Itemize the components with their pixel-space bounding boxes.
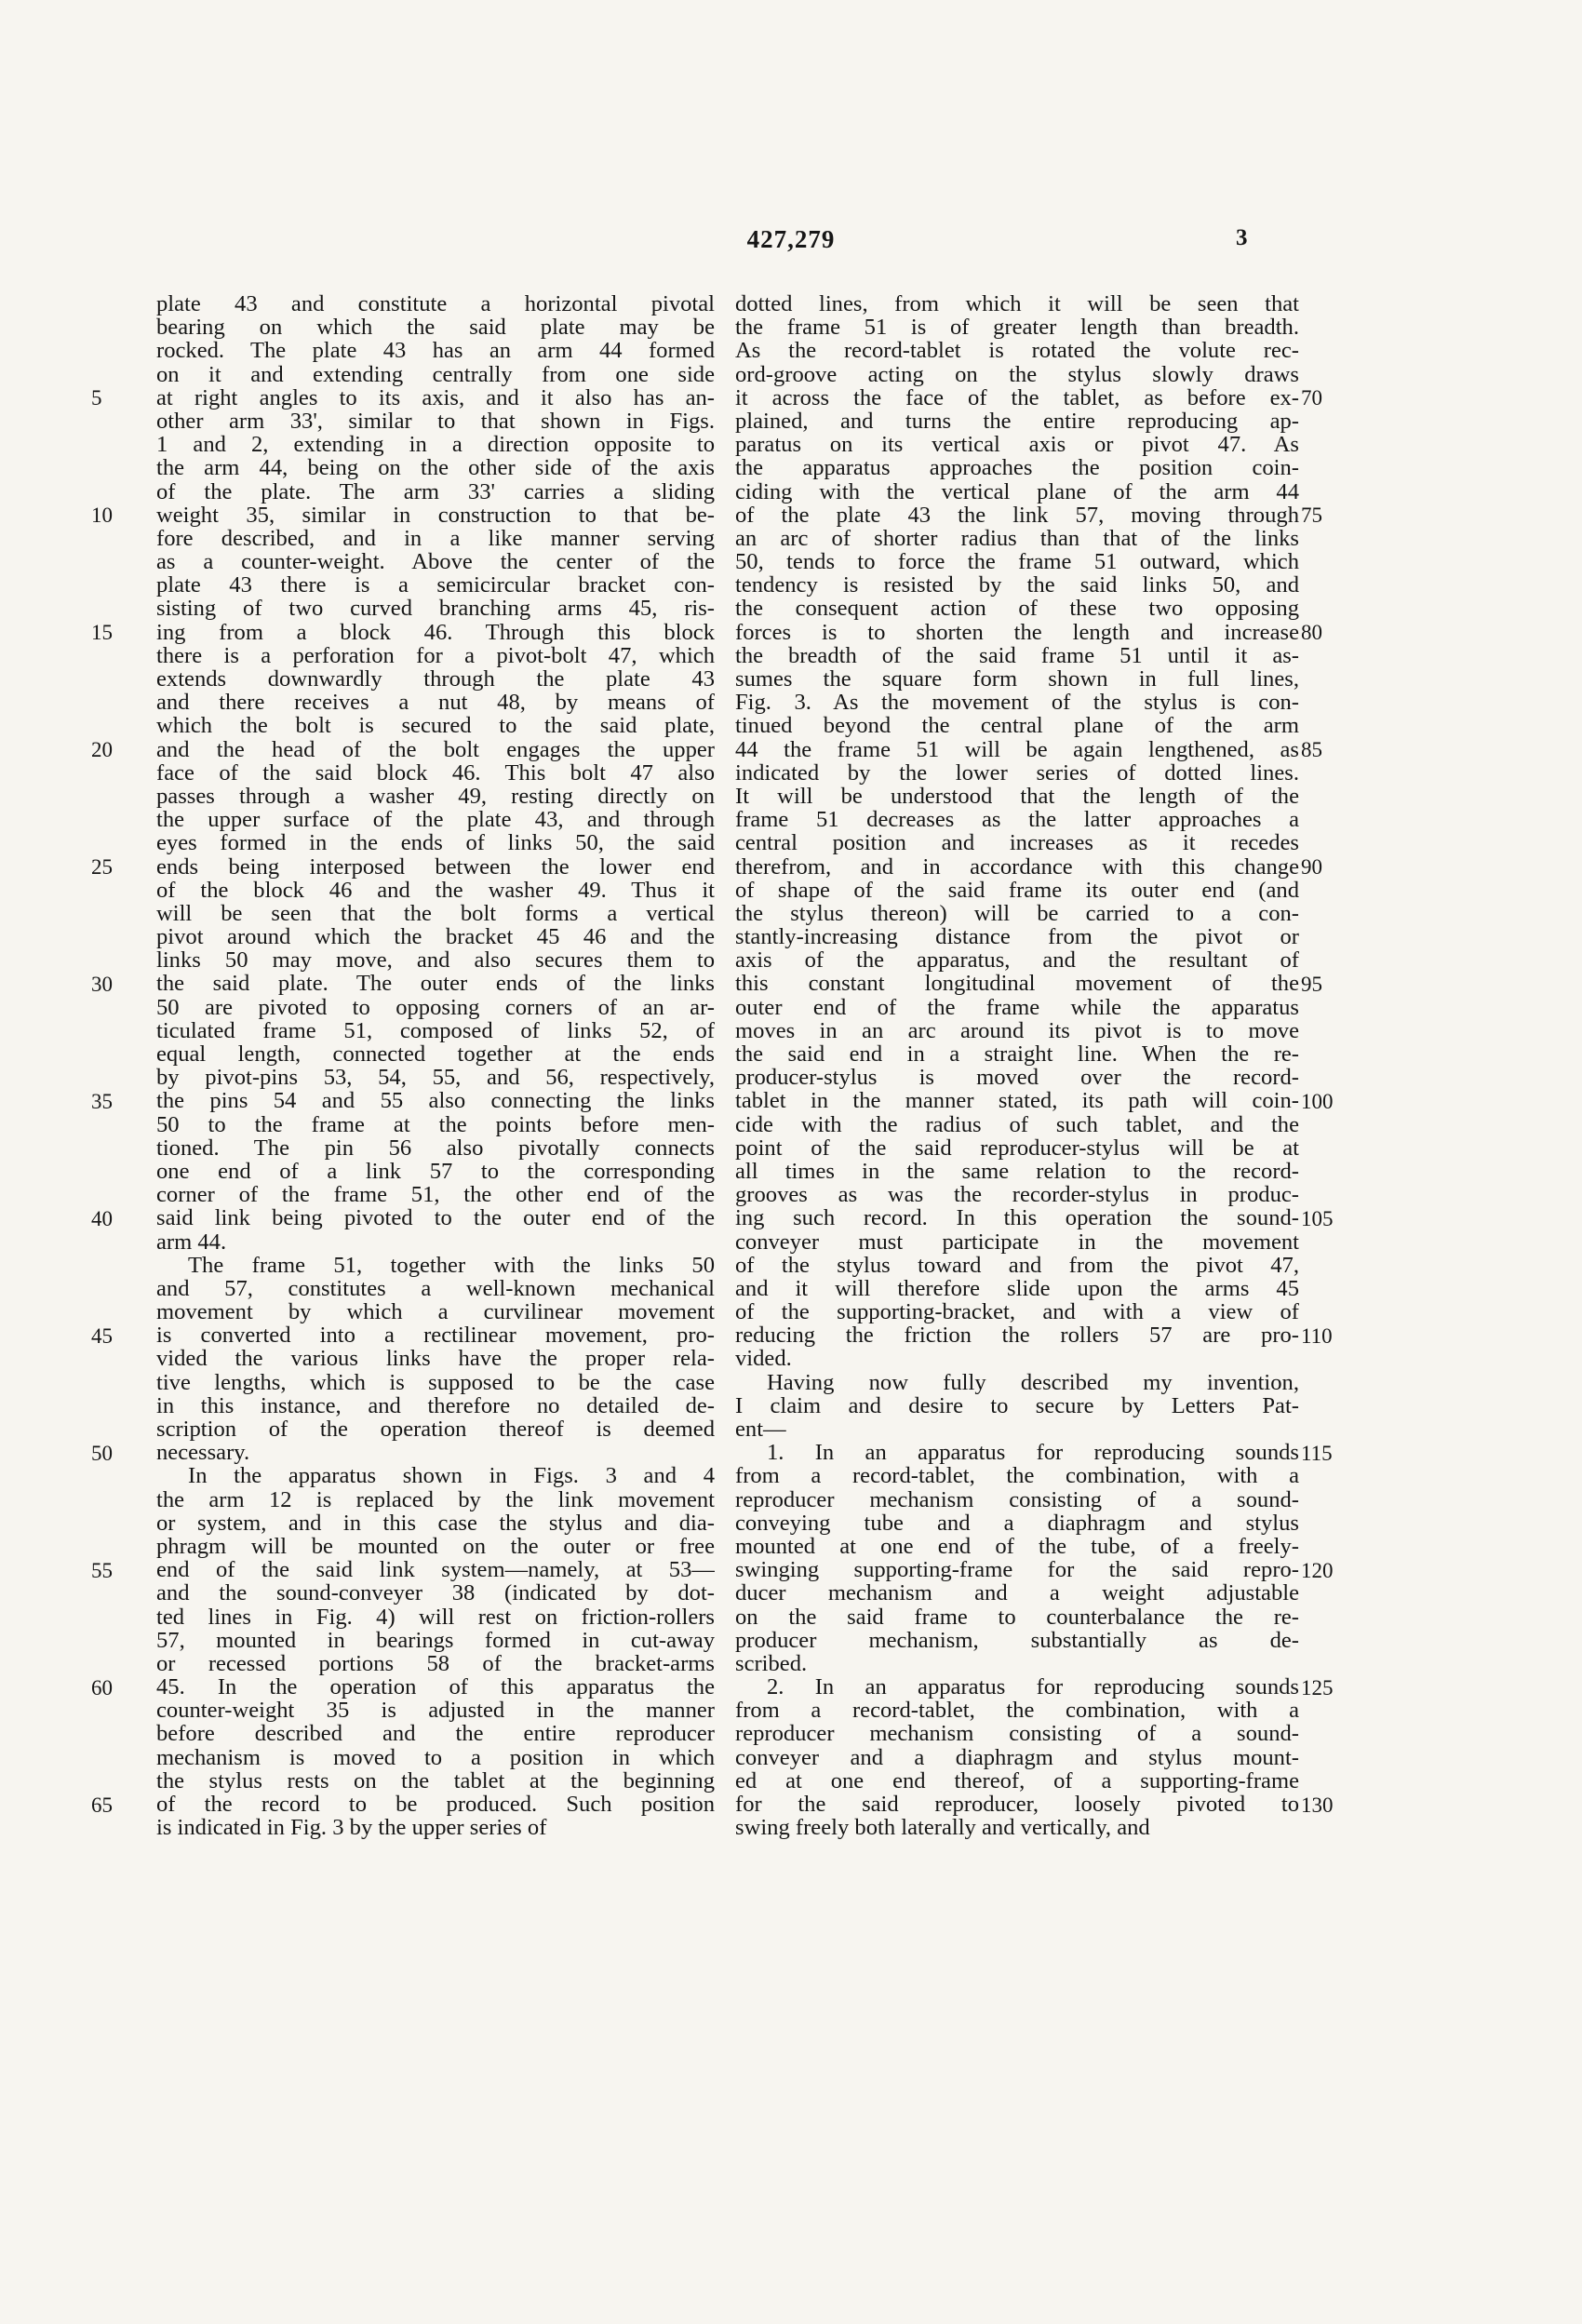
text-line: ord-groove acting on the stylus slowly draws bbox=[735, 362, 1299, 386]
text-line: ing such record. In this operation the sound- bbox=[735, 1206, 1299, 1230]
right-text-column bbox=[735, 292, 1299, 1839]
text-line: on the said frame to counterbalance the re- bbox=[735, 1605, 1299, 1629]
text-line: the arm 44, being on the other side of the axis bbox=[156, 456, 715, 480]
text-line: ed at one end thereof, of a supporting-frame bbox=[735, 1768, 1299, 1793]
text-line: 57, mounted in bearings formed in cut-away bbox=[156, 1628, 715, 1652]
text-line: forces is to shorten the length and increase bbox=[735, 620, 1299, 644]
text-line: stantly-increasing distance from the pivot or bbox=[735, 925, 1299, 949]
text-line: passes through a washer 49, resting directly on bbox=[156, 784, 715, 809]
text-line: central position and increases as it recedes bbox=[735, 831, 1299, 855]
text-line: of the supporting-bracket, and with a view of bbox=[735, 1300, 1299, 1324]
text-line: arm 44. bbox=[156, 1229, 227, 1254]
text-line: producer-stylus is moved over the record- bbox=[735, 1066, 1299, 1090]
text-line: extends downwardly through the plate 43 bbox=[156, 667, 715, 692]
text-line: swinging supporting-frame for the said repro- bbox=[735, 1558, 1299, 1582]
text-line: ciding with the vertical plane of the arm 44 bbox=[735, 479, 1299, 504]
text-line: ticulated frame 51, composed of links 52, of bbox=[156, 1018, 715, 1042]
text-line: 50 to the frame at the points before men- bbox=[156, 1112, 715, 1136]
text-line: phragm will be mounted on the outer or free bbox=[156, 1534, 715, 1559]
line-number: 40 bbox=[91, 1206, 113, 1230]
text-line: before described and the entire reproducer bbox=[156, 1722, 715, 1746]
line-number: 45 bbox=[91, 1323, 113, 1348]
text-line: scription of the operation thereof is deemed bbox=[156, 1417, 715, 1442]
text-line: of the stylus toward and from the pivot 47, bbox=[735, 1253, 1299, 1277]
line-number: 60 bbox=[91, 1675, 113, 1699]
text-line: all times in the same relation to the record- bbox=[735, 1159, 1299, 1184]
text-line: the pins 54 and 55 also connecting the links bbox=[156, 1089, 715, 1113]
line-number: 120 bbox=[1301, 1558, 1334, 1582]
text-line: the consequent action of these two opposing bbox=[735, 597, 1299, 621]
text-line: this constant longitudinal movement of the bbox=[735, 972, 1299, 996]
text-line: plate 43 and constitute a horizontal pivotal bbox=[156, 292, 715, 316]
line-number: 80 bbox=[1301, 620, 1322, 644]
text-line: vided the various links have the proper rela- bbox=[156, 1347, 715, 1371]
text-line: dotted lines, from which it will be seen that bbox=[735, 292, 1299, 316]
text-line: ing from a block 46. Through this block bbox=[156, 620, 715, 644]
text-line: or recessed portions 58 of the bracket-arms bbox=[156, 1651, 715, 1676]
line-number: 125 bbox=[1301, 1675, 1334, 1699]
text-line: 1. In an apparatus for reproducing sounds bbox=[767, 1441, 1299, 1465]
line-number: 85 bbox=[1301, 737, 1322, 761]
text-line: mechanism is moved to a position in which bbox=[156, 1745, 715, 1769]
text-line: fore described, and in a like manner serving bbox=[156, 526, 715, 551]
text-line: necessary. bbox=[156, 1441, 250, 1465]
text-line: scribed. bbox=[735, 1651, 808, 1676]
text-line: swing freely both laterally and vertically, and bbox=[735, 1816, 1150, 1840]
text-line: movement by which a curvilinear movement bbox=[156, 1300, 715, 1324]
text-line: plained, and turns the entire reproducing ap- bbox=[735, 409, 1299, 434]
text-line: counter-weight 35 is adjusted in the manner bbox=[156, 1699, 715, 1723]
text-line: of shape of the said frame its outer end (and bbox=[735, 878, 1299, 902]
text-line: one end of a link 57 to the corresponding bbox=[156, 1159, 715, 1184]
text-line: 1 and 2, extending in a direction opposite to bbox=[156, 433, 715, 457]
text-line: by pivot-pins 53, 54, 55, and 56, respectively, bbox=[156, 1066, 715, 1090]
text-line: and the head of the bolt engages the upper bbox=[156, 737, 715, 761]
text-line: ends being interposed between the lower end bbox=[156, 854, 715, 879]
text-line: and there receives a nut 48, by means of bbox=[156, 691, 715, 715]
line-number: 115 bbox=[1301, 1441, 1333, 1465]
text-line: reducing the friction the rollers 57 are pro- bbox=[735, 1323, 1299, 1348]
text-line: on it and extending centrally from one side bbox=[156, 362, 715, 386]
text-line: for the said reproducer, loosely pivoted to bbox=[735, 1793, 1299, 1817]
text-line: of the block 46 and the washer 49. Thus it bbox=[156, 878, 715, 902]
text-line: ducer mechanism and a weight adjustable bbox=[735, 1581, 1299, 1605]
text-line: mounted at one end of the tube, of a freely- bbox=[735, 1534, 1299, 1559]
text-line: the said end in a straight line. When the re- bbox=[735, 1042, 1299, 1067]
text-line: tinued beyond the central plane of the arm bbox=[735, 714, 1299, 738]
text-line: there is a perforation for a pivot-bolt 47, which bbox=[156, 643, 715, 667]
text-line: I claim and desire to secure by Letters Pat- bbox=[735, 1393, 1299, 1417]
text-line: the said plate. The outer ends of the links bbox=[156, 972, 715, 996]
text-line: the breadth of the said frame 51 until it as- bbox=[735, 643, 1299, 667]
text-line: conveying tube and a diaphragm and stylus bbox=[735, 1511, 1299, 1535]
text-line: indicated by the lower series of dotted lines. bbox=[735, 760, 1299, 785]
text-line: vided. bbox=[735, 1347, 792, 1371]
text-line: the apparatus approaches the position coin- bbox=[735, 456, 1299, 480]
text-line: is converted into a rectilinear movement, pro- bbox=[156, 1323, 715, 1348]
line-number: 50 bbox=[91, 1441, 113, 1465]
text-line: links 50 may move, and also secures them to bbox=[156, 948, 715, 973]
text-line: paratus on its vertical axis or pivot 47. As bbox=[735, 433, 1299, 457]
text-line: 50, tends to force the frame 51 outward, which bbox=[735, 550, 1299, 574]
text-line: reproducer mechanism consisting of a sound- bbox=[735, 1487, 1299, 1511]
patent-number: 427,279 bbox=[746, 225, 836, 253]
text-line: cide with the radius of such tablet, and the bbox=[735, 1112, 1299, 1136]
text-line: As the record-tablet is rotated the volute rec- bbox=[735, 339, 1299, 363]
text-line: ent— bbox=[735, 1417, 786, 1442]
text-line: from a record-tablet, the combination, with a bbox=[735, 1464, 1299, 1488]
text-line: grooves as was the recorder-stylus in produc- bbox=[735, 1183, 1299, 1207]
text-line: which the bolt is secured to the said plate, bbox=[156, 714, 715, 738]
text-line: will be seen that the bolt forms a vertical bbox=[156, 901, 715, 926]
text-line: in this instance, and therefore no detailed de- bbox=[156, 1393, 715, 1417]
text-line: is indicated in Fig. 3 by the upper series of bbox=[156, 1816, 547, 1840]
text-line: corner of the frame 51, the other end of the bbox=[156, 1183, 715, 1207]
text-line: In the apparatus shown in Figs. 3 and 4 bbox=[188, 1464, 715, 1488]
text-line: Having now fully described my invention, bbox=[767, 1370, 1299, 1394]
line-number: 100 bbox=[1301, 1089, 1334, 1113]
line-number: 25 bbox=[91, 854, 113, 879]
text-line: weight 35, similar in construction to that be- bbox=[156, 503, 715, 527]
text-line: the upper surface of the plate 43, and through bbox=[156, 808, 715, 832]
line-number: 70 bbox=[1301, 385, 1322, 410]
text-line: of the plate 43 the link 57, moving through bbox=[735, 503, 1299, 527]
text-line: 44 the frame 51 will be again lengthened, as bbox=[735, 737, 1299, 761]
text-line: the stylus rests on the tablet at the beginning bbox=[156, 1768, 715, 1793]
line-number: 130 bbox=[1301, 1793, 1334, 1817]
text-line: as a counter-weight. Above the center of the bbox=[156, 550, 715, 574]
line-number: 30 bbox=[91, 972, 113, 996]
text-line: reproducer mechanism consisting of a sound- bbox=[735, 1722, 1299, 1746]
text-line: rocked. The plate 43 has an arm 44 formed bbox=[156, 339, 715, 363]
text-line: 50 are pivoted to opposing corners of an ar- bbox=[156, 995, 715, 1019]
line-number: 5 bbox=[91, 385, 102, 410]
text-line: from a record-tablet, the combination, with a bbox=[735, 1699, 1299, 1723]
text-line: sumes the square form shown in full lines, bbox=[735, 667, 1299, 692]
text-line: the frame 51 is of greater length than breadth. bbox=[735, 316, 1299, 340]
page-header bbox=[0, 225, 1582, 257]
line-number: 110 bbox=[1301, 1323, 1333, 1348]
left-text-column bbox=[156, 292, 715, 1839]
text-line: end of the said link system—namely, at 53— bbox=[156, 1558, 715, 1582]
line-number: 75 bbox=[1301, 503, 1322, 527]
text-line: plate 43 there is a semicircular bracket con- bbox=[156, 573, 715, 598]
text-line: face of the said block 46. This bolt 47 also bbox=[156, 760, 715, 785]
text-line: of the plate. The arm 33' carries a sliding bbox=[156, 479, 715, 504]
page-number: 3 bbox=[1236, 225, 1248, 250]
text-line: tendency is resisted by the said links 50, and bbox=[735, 573, 1299, 598]
text-line: tablet in the manner stated, its path will coin- bbox=[735, 1089, 1299, 1113]
line-number: 20 bbox=[91, 737, 113, 761]
text-line: 45. In the operation of this apparatus the bbox=[156, 1675, 715, 1699]
text-line: it across the face of the tablet, as before ex- bbox=[735, 385, 1299, 410]
text-line: sisting of two curved branching arms 45, ris- bbox=[156, 597, 715, 621]
text-line: other arm 33', similar to that shown in Figs. bbox=[156, 409, 715, 434]
line-number: 35 bbox=[91, 1089, 113, 1113]
text-line: conveyer and a diaphragm and stylus mount- bbox=[735, 1745, 1299, 1769]
text-line: and 57, constitutes a well-known mechanical bbox=[156, 1276, 715, 1301]
text-line: an arc of shorter radius than that of the links bbox=[735, 526, 1299, 551]
line-number: 15 bbox=[91, 620, 113, 644]
text-line: frame 51 decreases as the latter approaches a bbox=[735, 808, 1299, 832]
text-line: 2. In an apparatus for reproducing sounds bbox=[767, 1675, 1299, 1699]
text-line: moves in an arc around its pivot is to move bbox=[735, 1018, 1299, 1042]
text-line: pivot around which the bracket 45 46 and the bbox=[156, 925, 715, 949]
text-line: Fig. 3. As the movement of the stylus is con- bbox=[735, 691, 1299, 715]
text-line: said link being pivoted to the outer end of the bbox=[156, 1206, 715, 1230]
text-line: or system, and in this case the stylus and dia- bbox=[156, 1511, 715, 1535]
text-line: conveyer must participate in the movement bbox=[735, 1229, 1299, 1254]
text-line: producer mechanism, substantially as de- bbox=[735, 1628, 1299, 1652]
text-line: The frame 51, together with the links 50 bbox=[188, 1253, 715, 1277]
line-number: 105 bbox=[1301, 1206, 1334, 1230]
line-number: 95 bbox=[1301, 972, 1322, 996]
text-line: eyes formed in the ends of links 50, the said bbox=[156, 831, 715, 855]
text-line: tive lengths, which is supposed to be the case bbox=[156, 1370, 715, 1394]
text-line: axis of the apparatus, and the resultant of bbox=[735, 948, 1299, 973]
line-number: 90 bbox=[1301, 854, 1322, 879]
text-line: bearing on which the said plate may be bbox=[156, 316, 715, 340]
line-number: 65 bbox=[91, 1793, 113, 1817]
text-line: outer end of the frame while the apparatus bbox=[735, 995, 1299, 1019]
text-line: of the record to be produced. Such position bbox=[156, 1793, 715, 1817]
text-line: at right angles to its axis, and it also has an- bbox=[156, 385, 715, 410]
text-line: therefrom, and in accordance with this change bbox=[735, 854, 1299, 879]
text-line: It will be understood that the length of the bbox=[735, 784, 1299, 809]
text-line: the arm 12 is replaced by the link movement bbox=[156, 1487, 715, 1511]
text-line: tioned. The pin 56 also pivotally connects bbox=[156, 1135, 715, 1160]
line-number: 10 bbox=[91, 503, 113, 527]
text-line: equal length, connected together at the ends bbox=[156, 1042, 715, 1067]
text-line: and the sound-conveyer 38 (indicated by dot- bbox=[156, 1581, 715, 1605]
text-line: the stylus thereon) will be carried to a con- bbox=[735, 901, 1299, 926]
text-line: and it will therefore slide upon the arms 45 bbox=[735, 1276, 1299, 1301]
text-line: point of the said reproducer-stylus will be at bbox=[735, 1135, 1299, 1160]
text-line: ted lines in Fig. 4) will rest on friction-rollers bbox=[156, 1605, 715, 1629]
line-number: 55 bbox=[91, 1558, 113, 1582]
